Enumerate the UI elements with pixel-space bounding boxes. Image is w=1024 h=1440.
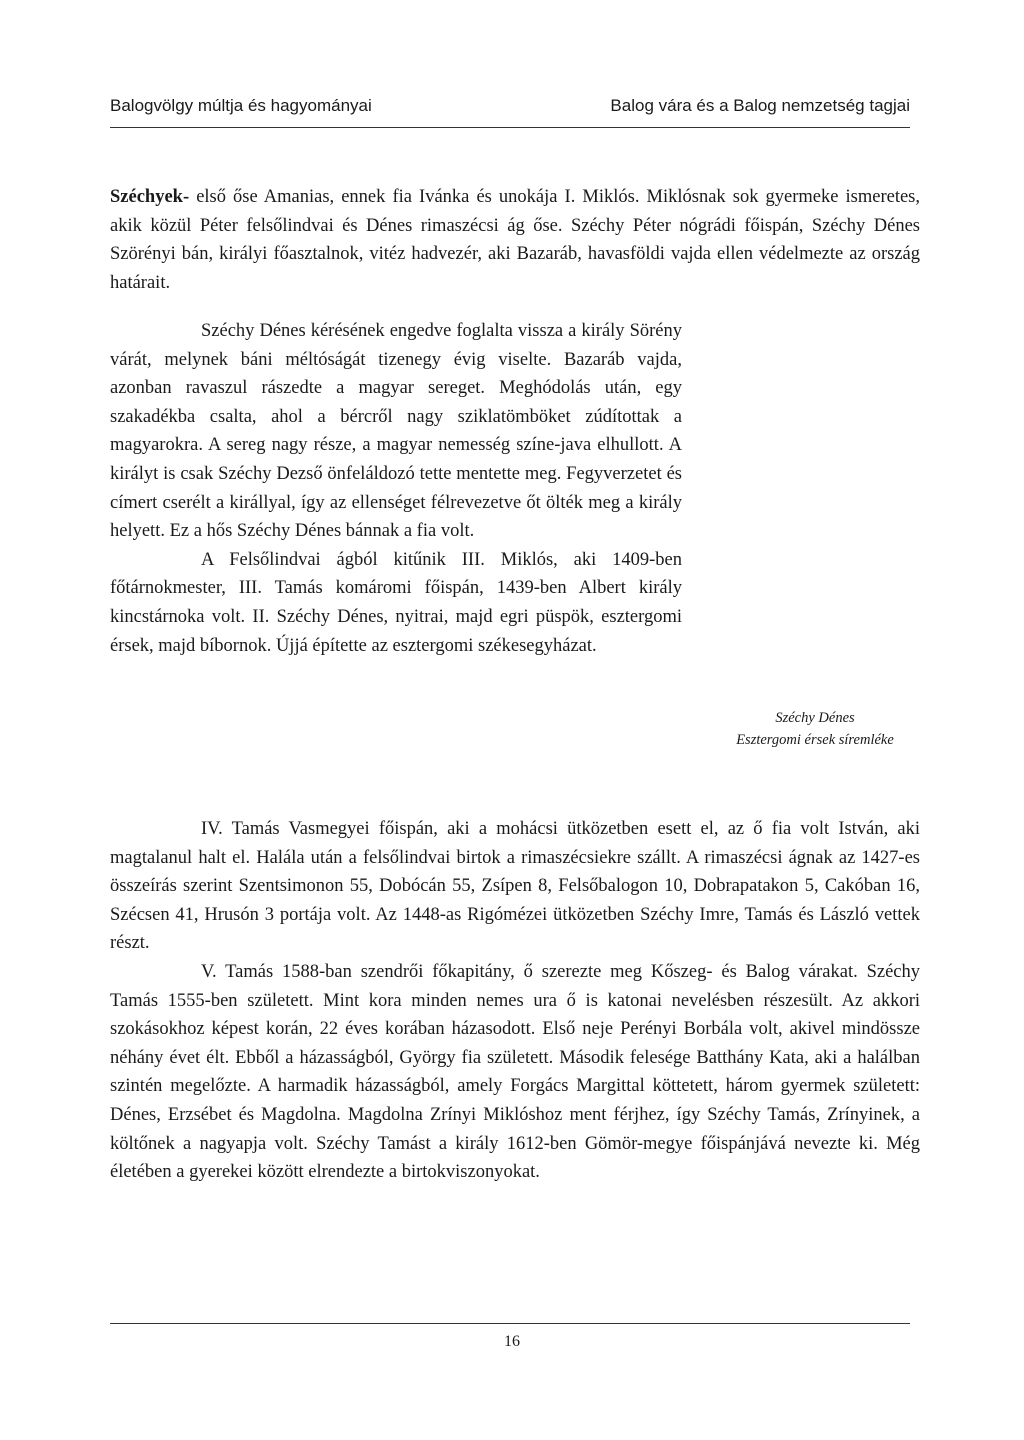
intro-lead: Széchyek- <box>110 187 190 207</box>
column-paragraph-1: Széchy Dénes kérésének engedve foglalta vissza a király Sörény várát, melynek báni méltóságát tizenegy évig viselte. Bazaráb vajda, azonban ravaszul rászedte a magyar sereget. Meghódolás után, egy szakadékba csalta, ahol a bércről nagy sziklatömböket zúdítottak a magyarokra. A sereg nagy része, a magyar nemesség színe-java elhullott. A királyt is csak Széchy Dezső önfeláldozó tette mentette meg. Fegyverzetet és címert cserélt a királlyal, így az ellenséget félrevezetve őt ölték meg a király helyett. Ez a hős Széchy Dénes bánnak a fia volt. <box>110 321 682 542</box>
bottom-section <box>110 815 920 1187</box>
page-number: 16 <box>504 1333 520 1350</box>
bottom-paragraph-1: IV. Tamás Vasmegyei főispán, aki a mohácsi ütközetben esett el, az ő fia volt István, aki magtalanul halt el. Halála után a felsőlindvai birtok a rimaszécsiekre szállt. A rimaszécsi ágnak az 1427-es összeírás szerint Szentsimonon 55, Dobócán 55, Zsípen 8, Felsőbalogon 10, Dobrapatakon 5, Cakóban 16, Szécsen 41, Hrusón 3 portája volt. Az 1448-as Rigómézei ütközetben Széchy Imre, Tamás és László vettek részt. <box>110 819 920 954</box>
footer-divider <box>110 1323 910 1324</box>
left-column <box>110 317 682 660</box>
image-caption <box>700 707 930 751</box>
intro-text: első őse Amanias, ennek fia Ivánka és unokája I. Miklós. Miklósnak sok gyermeke ismeretes, akik közül Péter felsőlindvai és Dénes rimaszécsi ág őse. Széchy Péter nógrádi főispán, Széchy Dénes Szörényi bán, királyi főasztalnok, vitéz hadvezér, aki Bazaráb, havasföldi vajda ellen védelmezte az ország határait. <box>110 187 920 293</box>
header-divider <box>110 127 910 128</box>
caption-name: Széchy Dénes <box>775 710 855 726</box>
caption-description: Esztergomi érsek síremléke <box>736 732 894 748</box>
header-right-title: Balog vára és a Balog nemzetség tagjai <box>610 96 910 115</box>
header-left-title: Balogvölgy múltja és hagyományai <box>110 96 372 115</box>
bottom-paragraph-2: V. Tamás 1588-ban szendrői főkapitány, ő szerezte meg Kőszeg- és Balog várakat. Széchy Tamás 1555-ben született. Mint kora minden nemes ura ő is katonai nevelésben részesült. Az akkori szokásokhoz képest korán, 22 éves korában házasodott. Első neje Perényi Borbála volt, akivel mindössze néhány évet élt. Ebből a házasságból, György fia született. Második felesége Batthány Kata, aki a halálban szintén megelőzte. A harmadik házasságból, amely Forgács Margittal köttetett, három gyermek született: Dénes, Erzsébet és Magdolna. Magdolna Zrínyi Miklóshoz ment férjhez, így Széchy Tamás, Zrínyinek, a költőnek a nagyapja volt. Széchy Tamást a király 1612-ben Gömör-megye főispánjává nevezte ki. Még életében a gyerekei között elrendezte a birtokviszonyokat. <box>110 961 920 1183</box>
intro-paragraph <box>110 183 920 297</box>
column-paragraph-2: A Felsőlindvai ágból kitűnik III. Miklós, aki 1409-ben főtárnokmester, III. Tamás komáromi főispán, 1439-ben Albert király kincstárnoka volt. II. Széchy Dénes, nyitrai, majd egri püspök, esztergomi érsek, majd bíbornok. Újjá építette az esztergomi székesegyházat. <box>110 549 682 656</box>
running-header <box>110 96 910 124</box>
